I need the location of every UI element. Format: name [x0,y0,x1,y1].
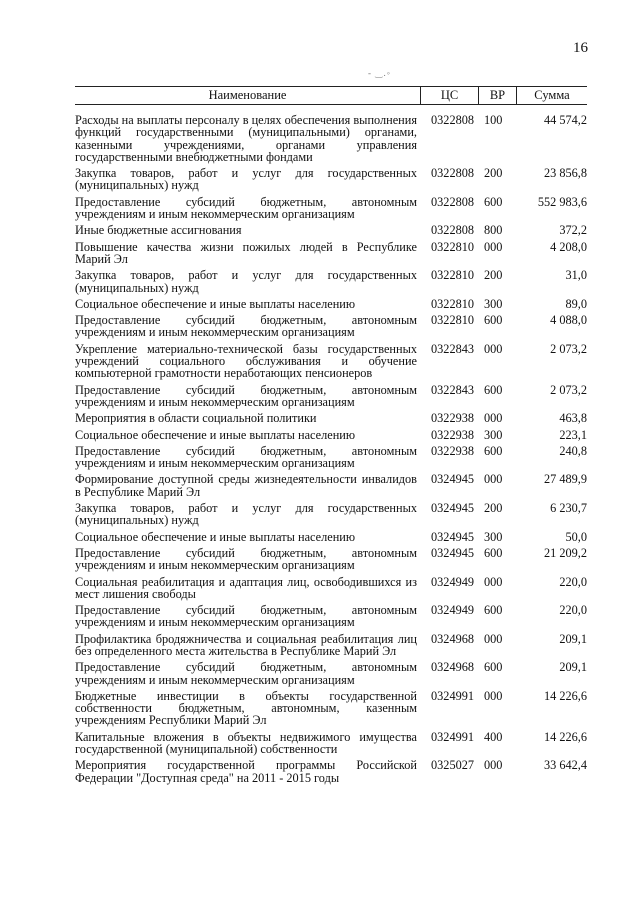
row-name: Социальное обеспечение и иные выплаты населению [75,296,356,311]
row-cs: 0322810 [431,313,475,328]
scan-mark: - ‿.◦ [368,68,391,78]
row-name: Закупка товаров, работ и услуг для государственных (муниципальных) нужд [75,166,417,193]
row-vr: 600 [484,660,503,675]
row-sum: 220,0 [559,603,587,618]
row-vr: 600 [484,443,503,458]
table-row [75,661,587,686]
row-cs: 0322808 [431,223,475,238]
row-vr: 600 [484,545,503,560]
row-name: Капитальные вложения в объекты недвижимого имущества государственной (муниципальной) собственности [75,729,417,757]
table-row [75,633,587,658]
row-sum: 463,8 [559,411,587,426]
row-cs: 0322808 [431,194,475,209]
row-sum: 4 088,0 [550,313,587,328]
row-vr: 000 [484,758,503,773]
row-cs: 0324991 [431,729,475,744]
row-vr: 200 [484,501,503,516]
row-name: Предоставление субсидий бюджетным, автономным учреждениям и иным некоммерческим организациям [75,382,417,409]
table-row [75,429,587,441]
row-name: Мероприятия в области социальной политики [75,411,317,426]
table-row [75,759,587,784]
table-header [75,86,587,105]
row-name: Предоставление субсидий бюджетным, автономным учреждениям и иным некоммерческим организациям [75,194,417,222]
row-vr: 600 [484,603,503,618]
row-name: Социальное обеспечение и иные выплаты населению [75,427,356,442]
row-vr: 000 [484,472,503,487]
table-row [75,502,587,527]
row-cs: 0324949 [431,603,475,618]
row-name: Предоставление субсидий бюджетным, автономным учреждениям и иным некоммерческим организациям [75,660,417,687]
table-row [75,473,587,498]
page-number: 16 [573,40,588,56]
row-name: Профилактика бродяжничества и социальная реабилитация лиц без определенного места жительства в Республике Марий Эл [75,631,417,658]
row-cs: 0324968 [431,631,475,646]
row-name: Бюджетные инвестиции в объекты государственной собственности бюджетным, автономным, казенным учреждениям Республики Марий Эл [75,688,417,728]
table-row [75,167,587,192]
row-sum: 240,8 [559,443,587,458]
row-name: Укрепление материально-технической базы государственных учреждений социального обслуживания и обучение компьютерной грамотности неработающих пенсионеров [75,341,417,381]
row-cs: 0322938 [431,443,475,458]
row-sum: 2 073,2 [550,382,587,397]
row-name: Социальная реабилитация и адаптация лиц, освободившихся из мест лишения свободы [75,574,417,601]
row-vr: 600 [484,194,503,209]
row-vr: 000 [484,631,503,646]
row-sum: 372,2 [559,223,587,238]
table-body [75,114,587,784]
row-cs: 0324945 [431,529,475,544]
row-sum: 23 856,8 [543,166,587,181]
row-name: Закупка товаров, работ и услуг для государственных (муниципальных) нужд [75,268,417,295]
row-cs: 0322810 [431,296,475,311]
row-vr: 000 [484,411,503,426]
row-cs: 0324991 [431,688,475,703]
table-row [75,384,587,409]
row-vr: 600 [484,382,503,397]
header-sum: Сумма [534,88,570,102]
table-row [75,604,587,629]
row-vr: 100 [484,113,503,127]
row-cs: 0322938 [431,427,475,442]
row-cs: 0322938 [431,411,475,426]
row-name: Социальное обеспечение и иные выплаты населению [75,529,356,544]
row-cs: 0322810 [431,239,475,254]
table-row [75,241,587,266]
header-vr: ВР [479,87,517,104]
table-row [75,196,587,221]
table-row [75,531,587,543]
row-vr: 300 [484,427,503,442]
row-sum: 89,0 [565,296,587,311]
row-vr: 400 [484,729,503,744]
table-row [75,298,587,310]
row-vr: 300 [484,296,503,311]
table-row [75,269,587,294]
row-sum: 50,0 [565,529,587,544]
row-name: Предоставление субсидий бюджетным, автономным учреждениям и иным некоммерческим организациям [75,603,417,630]
row-sum: 220,0 [559,574,587,589]
row-name: Закупка товаров, работ и услуг для государственных (муниципальных) нужд [75,501,417,528]
row-sum: 4 208,0 [550,239,587,254]
table-row [75,547,587,572]
header-name: Наименование [75,87,421,104]
row-vr: 300 [484,529,503,544]
row-name: Мероприятия государственной программы Российской Федерации "Доступная среда" на 2011 - 2015 годы [75,758,417,785]
row-cs: 0324945 [431,472,475,487]
row-sum: 209,1 [559,660,587,675]
row-sum: 44 574,2 [543,113,587,127]
row-vr: 000 [484,341,503,356]
row-sum: 14 226,6 [543,729,587,744]
row-cs: 0324945 [431,545,475,560]
row-sum: 27 489,9 [543,472,587,487]
row-vr: 000 [484,574,503,589]
row-sum: 33 642,4 [543,758,587,773]
budget-table [75,86,587,788]
row-name: Предоставление субсидий бюджетным, автономным учреждениям и иным некоммерческим организациям [75,313,417,340]
table-row [75,690,587,727]
row-name: Формирование доступной среды жизнедеятельности инвалидов в Республике Марий Эл [75,472,417,499]
row-vr: 200 [484,268,503,283]
table-row [75,314,587,339]
row-sum: 209,1 [559,631,587,646]
row-name: Иные бюджетные ассигнования [75,223,242,238]
row-cs: 0322843 [431,341,475,356]
row-cs: 0324949 [431,574,475,589]
row-cs: 0324968 [431,660,475,675]
table-row [75,224,587,236]
table-row [75,343,587,380]
table-row [75,576,587,601]
row-cs: 0322843 [431,382,475,397]
row-name: Предоставление субсидий бюджетным, автономным учреждениям и иным некоммерческим организациям [75,545,417,573]
header-cs: ЦС [421,87,479,104]
row-cs: 0325027 [431,758,475,773]
row-cs: 0322808 [431,113,475,127]
row-cs: 0322810 [431,268,475,283]
row-vr: 600 [484,313,503,328]
row-sum: 2 073,2 [550,341,587,356]
row-sum: 552 983,6 [537,194,587,209]
row-vr: 000 [484,688,503,703]
row-cs: 0324945 [431,501,475,516]
table-row [75,114,587,163]
row-vr: 000 [484,239,503,254]
row-sum: 21 209,2 [543,545,587,560]
row-sum: 6 230,7 [550,501,587,516]
row-cs: 0322808 [431,166,475,181]
row-name: Расходы на выплаты персоналу в целях обеспечения выполнения функций государственными (муниципальными) органами, казенными учреждениями, органами управления государственными внебюджетными фондами [75,113,418,164]
row-name: Предоставление субсидий бюджетным, автономным учреждениям и иным некоммерческим организациям [75,443,417,471]
row-vr: 800 [484,223,503,238]
table-row [75,445,587,470]
row-sum: 223,1 [559,427,587,442]
row-name: Повышение качества жизни пожилых людей в Республике Марий Эл [75,239,417,266]
row-sum: 14 226,6 [543,688,587,703]
row-sum: 31,0 [565,268,587,283]
table-row [75,412,587,424]
table-row [75,731,587,756]
row-vr: 200 [484,166,503,181]
